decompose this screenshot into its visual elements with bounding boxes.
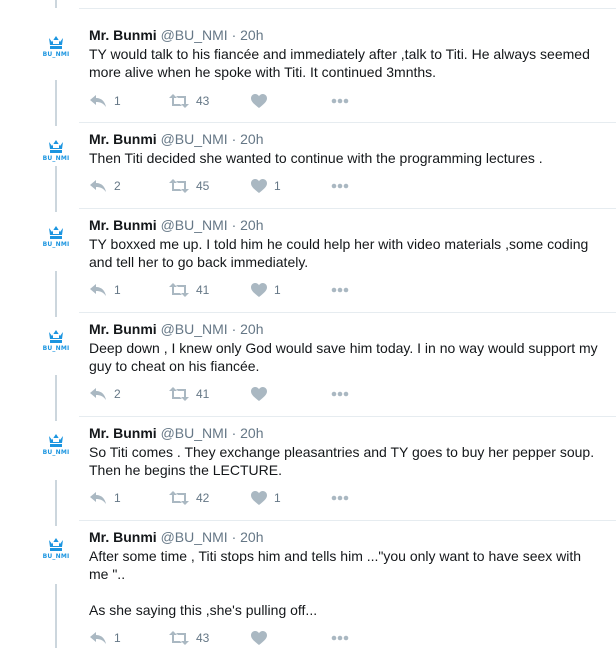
avatar[interactable]	[40, 224, 72, 256]
retweet-button[interactable]	[169, 92, 209, 110]
like-button[interactable]	[251, 385, 274, 403]
thread-line	[55, 0, 57, 8]
divider	[79, 122, 616, 123]
avatar[interactable]	[40, 432, 72, 464]
tweet[interactable]	[0, 26, 616, 120]
reply-button[interactable]	[89, 281, 121, 299]
tweet-paragraph: Deep down , I knew only God would save him today. I in no way would support my guy to cheat on his fiancée.	[89, 340, 598, 374]
tweet-text	[89, 547, 604, 619]
author-name[interactable]: Mr. Bunmi	[89, 27, 157, 43]
tweet-header	[89, 130, 263, 148]
like-count: 1	[274, 491, 281, 505]
avatar-label: BU_NMI	[42, 241, 70, 248]
more-button[interactable]	[331, 489, 349, 507]
more-button[interactable]	[331, 281, 349, 299]
tweet-actions	[89, 489, 369, 507]
more-icon	[331, 391, 349, 397]
reply-button[interactable]	[89, 629, 121, 647]
avatar-label: BU_NMI	[42, 155, 70, 162]
tweet-header	[89, 320, 263, 338]
tweet-paragraph: TY boxxed me up. I told him he could help her with video materials ,some coding and tell her to go back immediately.	[89, 236, 589, 270]
reply-count: 1	[114, 631, 121, 645]
crown-logo-icon	[47, 138, 65, 154]
avatar[interactable]	[40, 328, 72, 360]
author-handle[interactable]: @BU_NMI	[160, 425, 228, 441]
retweet-icon	[169, 631, 189, 645]
reply-button[interactable]	[89, 177, 121, 195]
separator-dot: ·	[231, 217, 237, 233]
tweet-actions	[89, 629, 369, 647]
author-handle[interactable]: @BU_NMI	[160, 217, 228, 233]
tweet-paragraph: Then Titi decided she wanted to continue with the programming lectures .	[89, 150, 543, 166]
reply-count: 2	[114, 179, 121, 193]
author-handle[interactable]: @BU_NMI	[160, 529, 228, 545]
more-button[interactable]	[331, 177, 349, 195]
timestamp[interactable]: 20h	[240, 425, 264, 441]
author-handle[interactable]: @BU_NMI	[160, 27, 228, 43]
tweet-actions	[89, 177, 369, 195]
tweet-paragraph: So Titi comes . They exchange pleasantries and TY goes to buy her pepper soup. Then he begins the LECTURE.	[89, 444, 595, 478]
tweet-text	[89, 45, 604, 81]
more-button[interactable]	[331, 385, 349, 403]
tweet-header	[89, 216, 263, 234]
separator-dot: ·	[231, 27, 237, 43]
reply-icon	[89, 283, 107, 297]
retweet-icon	[169, 179, 189, 193]
separator-dot: ·	[231, 321, 237, 337]
tweet-paragraph: As she saying this ,she's pulling off...	[89, 602, 318, 618]
like-button[interactable]	[251, 177, 281, 195]
more-button[interactable]	[331, 92, 349, 110]
tweet-header	[89, 528, 263, 546]
divider	[79, 416, 616, 417]
like-count: 1	[274, 179, 281, 193]
divider	[79, 8, 616, 9]
author-handle[interactable]: @BU_NMI	[160, 321, 228, 337]
timestamp[interactable]: 20h	[240, 529, 264, 545]
tweet-actions	[89, 281, 369, 299]
retweet-button[interactable]	[169, 629, 209, 647]
separator-dot: ·	[231, 529, 237, 545]
tweet[interactable]	[0, 216, 616, 310]
reply-icon	[89, 179, 107, 193]
divider	[79, 312, 616, 313]
reply-icon	[89, 631, 107, 645]
reply-icon	[89, 387, 107, 401]
divider	[79, 208, 616, 209]
crown-logo-icon	[47, 536, 65, 552]
avatar-label: BU_NMI	[42, 449, 70, 456]
reply-button[interactable]	[89, 385, 121, 403]
retweet-count: 41	[196, 387, 210, 401]
more-button[interactable]	[331, 629, 349, 647]
retweet-count: 45	[196, 179, 210, 193]
reply-button[interactable]	[89, 92, 121, 110]
tweet[interactable]	[0, 320, 616, 414]
retweet-icon	[169, 283, 189, 297]
retweet-count: 43	[196, 94, 210, 108]
heart-icon	[251, 491, 267, 505]
divider	[79, 520, 616, 521]
timestamp[interactable]: 20h	[240, 217, 264, 233]
tweet-actions	[89, 385, 369, 403]
avatar[interactable]	[40, 536, 72, 568]
tweet[interactable]	[0, 424, 616, 518]
avatar-label: BU_NMI	[42, 51, 70, 58]
timestamp[interactable]: 20h	[240, 27, 264, 43]
like-button[interactable]	[251, 92, 274, 110]
tweet-header	[89, 26, 263, 44]
crown-logo-icon	[47, 34, 65, 50]
more-icon	[331, 183, 349, 189]
tweet-text	[89, 149, 604, 167]
heart-icon	[251, 179, 267, 193]
tweet-text	[89, 443, 604, 479]
like-button[interactable]	[251, 281, 281, 299]
reply-button[interactable]	[89, 489, 121, 507]
tweet-header	[89, 424, 263, 442]
author-name[interactable]: Mr. Bunmi	[89, 131, 157, 147]
tweet-paragraph: TY would talk to his fiancée and immediately after ,talk to Titi. He always seemed more alive when he spoke with Titi. It continued 3mnths.	[89, 46, 590, 80]
reply-icon	[89, 491, 107, 505]
heart-icon	[251, 387, 267, 401]
more-icon	[331, 287, 349, 293]
retweet-button[interactable]	[169, 281, 209, 299]
retweet-icon	[169, 491, 189, 505]
heart-icon	[251, 283, 267, 297]
retweet-icon	[169, 94, 189, 108]
tweet-actions	[89, 92, 369, 110]
more-icon	[331, 98, 349, 104]
crown-logo-icon	[47, 328, 65, 344]
avatar-label: BU_NMI	[42, 553, 70, 560]
retweet-count: 42	[196, 491, 210, 505]
more-icon	[331, 635, 349, 641]
separator-dot: ·	[231, 131, 237, 147]
reply-count: 1	[114, 283, 121, 297]
reply-count: 1	[114, 491, 121, 505]
tweet-text	[89, 339, 604, 375]
retweet-icon	[169, 387, 189, 401]
author-name[interactable]: Mr. Bunmi	[89, 425, 157, 441]
reply-count: 2	[114, 387, 121, 401]
tweet-text	[89, 235, 604, 271]
author-handle[interactable]: @BU_NMI	[160, 131, 228, 147]
crown-logo-icon	[47, 224, 65, 240]
like-button[interactable]	[251, 489, 281, 507]
heart-icon	[251, 94, 267, 108]
avatar[interactable]	[40, 34, 72, 66]
retweet-count: 43	[196, 631, 210, 645]
author-name[interactable]: Mr. Bunmi	[89, 321, 157, 337]
more-icon	[331, 495, 349, 501]
crown-logo-icon	[47, 432, 65, 448]
tweet[interactable]	[0, 528, 616, 648]
reply-count: 1	[114, 94, 121, 108]
heart-icon	[251, 631, 267, 645]
like-button[interactable]	[251, 629, 274, 647]
tweet[interactable]	[0, 130, 616, 206]
author-name[interactable]: Mr. Bunmi	[89, 217, 157, 233]
timestamp[interactable]: 20h	[240, 131, 264, 147]
retweet-button[interactable]	[169, 177, 209, 195]
avatar[interactable]	[40, 138, 72, 170]
timestamp[interactable]: 20h	[240, 321, 264, 337]
like-count: 1	[274, 283, 281, 297]
retweet-count: 41	[196, 283, 210, 297]
author-name[interactable]: Mr. Bunmi	[89, 529, 157, 545]
retweet-button[interactable]	[169, 489, 209, 507]
separator-dot: ·	[231, 425, 237, 441]
reply-icon	[89, 94, 107, 108]
tweet-paragraph: After some time , Titi stops him and tells him ..."you only want to have seex with me "..	[89, 548, 582, 582]
retweet-button[interactable]	[169, 385, 209, 403]
avatar-label: BU_NMI	[42, 345, 70, 352]
